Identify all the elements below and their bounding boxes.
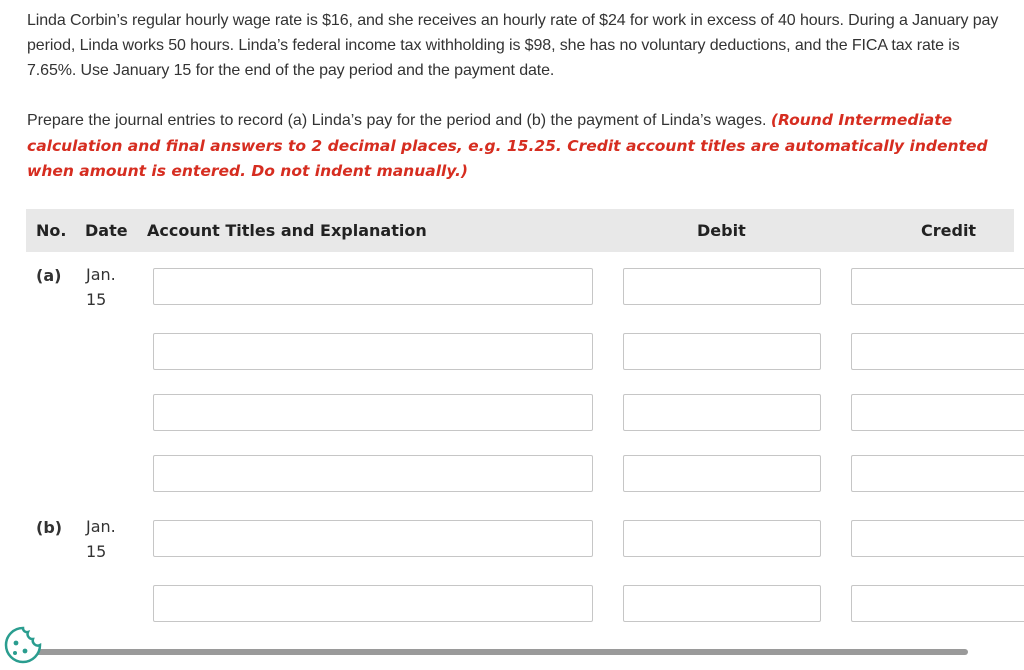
entry-a-row3-account-input[interactable]: [153, 394, 593, 431]
instructions-text: Prepare the journal entries to record (a) Linda’s pay for the period and (b) the payment of Linda’s wages.: [27, 112, 767, 129]
entry-a-row4-debit-input[interactable]: [623, 455, 821, 492]
journal-table-header: [26, 209, 1014, 252]
entry-b-row1-credit-input[interactable]: [851, 520, 1024, 557]
entry-a-number: (a): [36, 266, 62, 285]
rounding-note: (Round Intermediate calculation and final answers to 2 decimal places, e.g. 15.25. Credit account titles are automatically indented when amount is entered. Do not indent manually.): [27, 111, 988, 180]
horizontal-scrollbar[interactable]: [34, 649, 968, 655]
entry-a-row2-account-input[interactable]: [153, 333, 593, 370]
header-credit: Credit: [921, 221, 977, 240]
entry-a-row3-credit-input[interactable]: [851, 394, 1024, 431]
cookie-settings-icon[interactable]: [2, 624, 44, 666]
entry-a-row1-credit-input[interactable]: [851, 268, 1024, 305]
instructions: [27, 108, 1012, 185]
entry-b-number: (b): [36, 518, 63, 537]
entry-b-date: Jan. 15: [86, 517, 116, 561]
entry-a-row2-debit-input[interactable]: [623, 333, 821, 370]
header-date: Date: [85, 221, 128, 240]
header-account: Account Titles and Explanation: [147, 221, 427, 240]
header-no: No.: [36, 221, 67, 240]
entry-a-date: Jan. 15: [86, 265, 116, 309]
entry-b-row2-account-input[interactable]: [153, 585, 593, 622]
entry-a-row1-debit-input[interactable]: [623, 268, 821, 305]
entry-b-row1-debit-input[interactable]: [623, 520, 821, 557]
entry-a-row4-account-input[interactable]: [153, 455, 593, 492]
entry-a-row3-debit-input[interactable]: [623, 394, 821, 431]
entry-a-row4-credit-input[interactable]: [851, 455, 1024, 492]
entry-b-row2-debit-input[interactable]: [623, 585, 821, 622]
entry-b-row1-account-input[interactable]: [153, 520, 593, 557]
entry-a-row2-credit-input[interactable]: [851, 333, 1024, 370]
header-debit: Debit: [697, 221, 746, 240]
problem-statement: Linda Corbin’s regular hourly wage rate is $16, and she receives an hourly rate of $24 for work in excess of 40 hours. During a January pay period, Linda works 50 hours. Linda’s federal income tax withholding is $98, she has no voluntary deductions, and the FICA tax rate is 7.65%. Use January 15 for the end of the pay period and the payment date.: [27, 12, 999, 79]
entry-b-row2-credit-input[interactable]: [851, 585, 1024, 622]
entry-a-row1-account-input[interactable]: [153, 268, 593, 305]
